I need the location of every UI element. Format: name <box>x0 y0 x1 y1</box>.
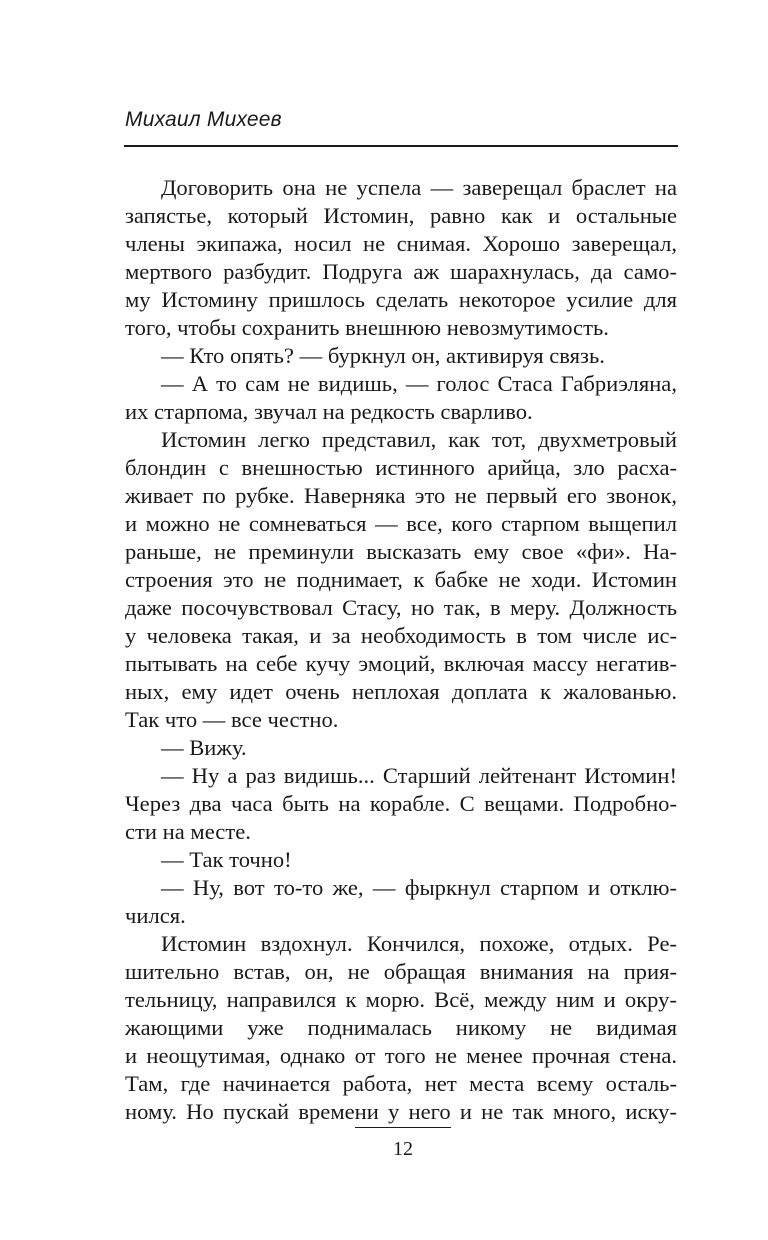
text-line: — Ну а раз видишь... Старший лейтенант Истомин! <box>161 763 677 788</box>
text-line: ному. Но пускай времени у него и не так много, иску- <box>125 1099 677 1124</box>
text-line: живает по рубке. Наверняка это не первый его звонок, <box>125 483 677 508</box>
text-line: Там, где начинается работа, нет места всему осталь- <box>125 1071 677 1096</box>
text-line: и неощутимая, однако от того не менее прочная стена. <box>125 1043 677 1068</box>
text-line: ных, ему идет очень неплохая доплата к жалованью. <box>125 679 677 704</box>
text-line: мертвого разбудит. Подруга аж шарахнулась, да само- <box>125 259 677 284</box>
body-text <box>125 174 677 1126</box>
text-line: пытывать на себе кучу эмоций, включая массу негатив- <box>125 651 677 676</box>
text-line: запястье, который Истомин, равно как и остальные <box>125 203 677 228</box>
text-line: — Вижу. <box>161 735 247 760</box>
text-line: — Кто опять? — буркнул он, активируя связь. <box>161 343 605 368</box>
footer-rule <box>355 1127 451 1128</box>
header-rule <box>124 145 678 147</box>
text-line: их старпома, звучал на редкость сварливо. <box>125 399 533 424</box>
text-line: му Истомину пришлось сделать некоторое усилие для <box>125 287 677 312</box>
text-line: Истомин вздохнул. Кончился, похоже, отдых. Ре- <box>161 931 677 956</box>
text-line: тельницу, направился к морю. Всё, между ним и окру- <box>125 987 677 1012</box>
text-line: жающими уже поднималась никому не видимая <box>125 1015 677 1040</box>
text-line: и можно не сомневаться — все, кого старпом выщепил <box>125 511 677 536</box>
text-line: Так что — все честно. <box>125 707 339 732</box>
text-line: сти на месте. <box>125 819 251 844</box>
text-line: того, чтобы сохранить внешнюю невозмутимость. <box>125 315 609 340</box>
text-line: чился. <box>125 903 186 928</box>
text-line: Договорить она не успела — заверещал браслет на <box>161 175 677 200</box>
page-number: 12 <box>393 1138 413 1160</box>
text-line: блондин с внешностью истинного арийца, зло расха- <box>125 455 677 480</box>
text-line: — Ну, вот то-то же, — фыркнул старпом и отклю- <box>161 875 677 900</box>
text-line: раньше, не преминули высказать ему свое «фи». На- <box>125 539 677 564</box>
text-line: члены экипажа, носил не снимая. Хорошо заверещал, <box>125 231 677 256</box>
text-line: даже посочувствовал Стасу, но так, в меру. Должность <box>125 595 677 620</box>
text-line: — А то сам не видишь, — голос Стаса Габриэляна, <box>161 371 677 396</box>
text-line: Истомин легко представил, как тот, двухметровый <box>161 427 677 452</box>
text-line: у человека такая, и за необходимость в том числе ис- <box>125 623 677 648</box>
text-line: строения это не поднимает, к бабке не ходи. Истомин <box>125 567 677 592</box>
text-line: Через два часа быть на корабле. С вещами. Подробно- <box>125 791 677 816</box>
running-head-author: Михаил Михеев <box>125 108 282 131</box>
text-line: шительно встав, он, не обращая внимания на прия- <box>125 959 677 984</box>
text-line: — Так точно! <box>161 847 292 872</box>
